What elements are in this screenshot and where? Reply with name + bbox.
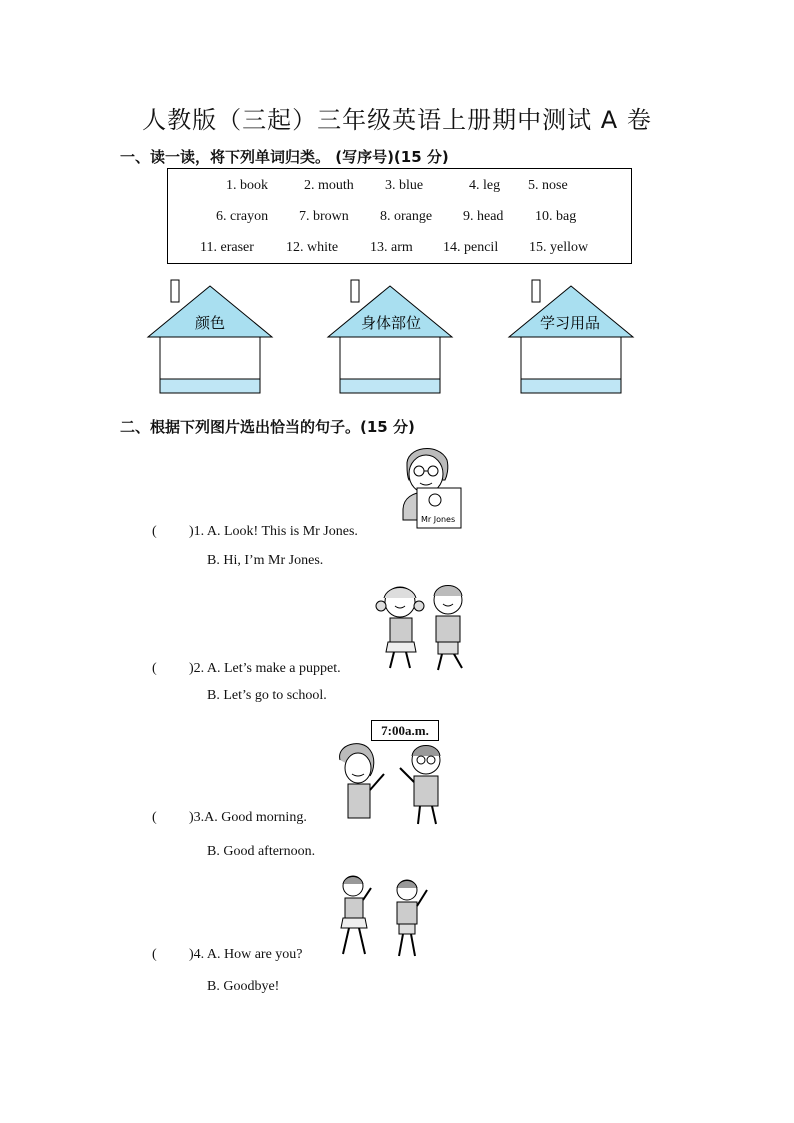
house-body-parts xyxy=(328,280,452,393)
word-item: 6. crayon xyxy=(216,209,269,224)
word-box xyxy=(167,168,632,264)
word-item: 5. nose xyxy=(528,178,568,193)
answer-paren-4: ( xyxy=(152,947,157,962)
question-1-option-b: B. Hi, I’m Mr Jones. xyxy=(207,553,324,568)
word-item: 2. mouth xyxy=(304,178,354,193)
word-item: 14. pencil xyxy=(443,240,499,255)
word-item: 7. brown xyxy=(299,209,349,224)
house-colors xyxy=(148,280,272,393)
question-4-option-b: B. Goodbye! xyxy=(207,979,280,994)
word-item: 11. eraser xyxy=(200,240,254,255)
section-2-heading: 二、根据下列图片选出恰当的句子。(15 分) xyxy=(120,418,415,436)
section-1-heading: 一、读一读，将下列单词归类。 (写序号)(15 分) xyxy=(120,148,449,166)
word-item: 13. arm xyxy=(370,240,413,255)
word-item: 1. book xyxy=(226,178,268,193)
mr-jones-picture xyxy=(393,440,468,535)
word-item: 12. white xyxy=(286,240,339,255)
category-houses xyxy=(0,270,794,400)
question-1-option-a: )1. A. Look! This is Mr Jones. xyxy=(189,524,358,539)
clock-time-label: 7:00a.m. xyxy=(371,720,439,741)
house-label-school-things: 学习用品 xyxy=(539,314,601,332)
word-item: 4. leg xyxy=(469,178,501,193)
word-item: 8. orange xyxy=(380,209,433,224)
children-waving-picture xyxy=(333,872,443,962)
question-3-option-b: B. Good afternoon. xyxy=(207,844,316,859)
children-going-to-school-picture xyxy=(370,580,475,675)
answer-paren-2: ( xyxy=(152,661,157,676)
question-2-option-a: )2. A. Let’s make a puppet. xyxy=(189,661,341,676)
word-item: 10. bag xyxy=(535,209,577,224)
word-item: 15. yellow xyxy=(529,240,589,255)
house-school-things xyxy=(509,280,633,393)
question-4-option-a: )4. A. How are you? xyxy=(189,947,303,962)
question-3-option-a: )3.A. Good morning. xyxy=(189,810,307,825)
answer-paren-3: ( xyxy=(152,810,157,825)
house-label-body-parts: 身体部位 xyxy=(360,314,422,332)
house-label-colors: 颜色 xyxy=(194,314,226,332)
page-title: 人教版（三起）三年级英语上册期中测试 A 卷 xyxy=(142,106,652,134)
word-item: 3. blue xyxy=(385,178,424,193)
word-item: 9. head xyxy=(463,209,504,224)
question-2-option-b: B. Let’s go to school. xyxy=(207,688,327,703)
answer-paren-1: ( xyxy=(152,524,157,539)
morning-greeting-picture xyxy=(330,740,450,825)
picture-sign-text: Mr Jones xyxy=(421,515,456,524)
